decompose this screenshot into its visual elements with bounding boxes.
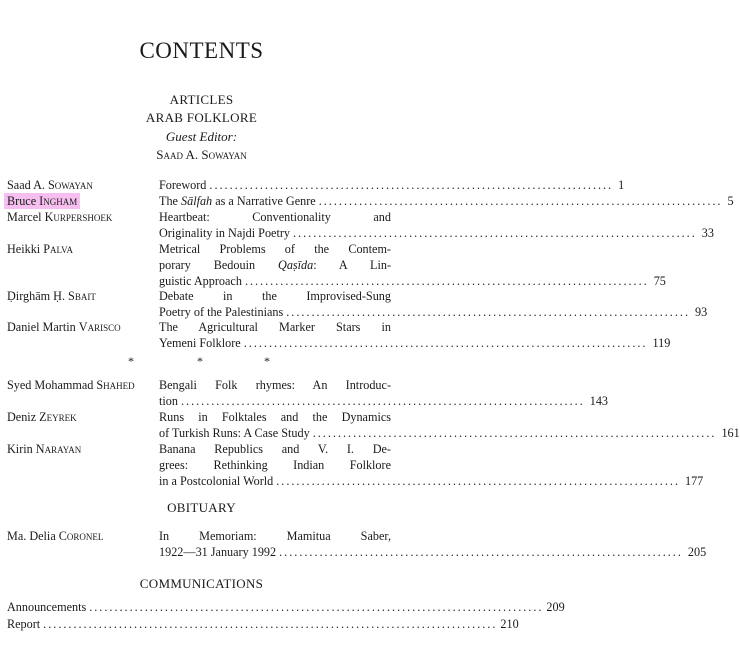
author-name [7, 288, 96, 304]
dot-leader: .......................................................................................... [43, 617, 498, 631]
page-number: 161 [721, 426, 740, 440]
dot-leader: ................................................................................ [243, 336, 648, 350]
author-name [7, 241, 73, 257]
author-surname: Zeyrek [39, 410, 77, 424]
communications-item-label: Announcements [7, 600, 87, 614]
page-title: CONTENTS [139, 38, 264, 63]
article-title-line: The Sālfah as a Narrative Genre [159, 194, 316, 208]
page-number: 177 [684, 474, 704, 488]
article-title [159, 241, 666, 289]
communications-item-label: Report [7, 617, 41, 631]
dot-leader: ................................................................................ [318, 194, 723, 208]
author-name [7, 377, 135, 393]
article-title-line: The Agricultural Marker Stars in [159, 320, 391, 334]
communications-item[interactable] [7, 617, 519, 633]
separator-star: * [264, 354, 270, 368]
page-number: 75 [653, 274, 666, 288]
author-surname: Shahed [96, 378, 135, 392]
dot-leader: ................................................................................ [209, 178, 614, 192]
article-title-line: In Memoriam: Mamitua Saber, [159, 529, 391, 543]
page-number: 33 [701, 226, 714, 240]
article-title [159, 377, 608, 409]
author-name [7, 528, 103, 544]
guest-editor-name: Saad A. Sowayan [156, 147, 247, 162]
author-given-name: Syed Mohammad [7, 378, 97, 392]
author-surname: Coronel [58, 529, 104, 543]
author-surname: Kurpershoek [44, 210, 113, 224]
communications-heading: COMMUNICATIONS [139, 576, 264, 591]
article-title [159, 528, 707, 560]
article-title-line: guistic Approach [159, 274, 242, 288]
author-surname: Narayan [35, 442, 82, 456]
page-number: 1 [618, 178, 625, 192]
article-title [159, 319, 671, 351]
article-title [159, 441, 704, 489]
author-name [7, 441, 81, 457]
author-name [7, 409, 77, 425]
article-title-line: 1922—31 January 1992 [159, 545, 277, 559]
author-given-name: Kirin [7, 442, 36, 456]
author-given-name: Heikki [7, 242, 44, 256]
articles-heading: ARTICLES [169, 92, 234, 107]
author-given-name: Daniel Martin [7, 320, 79, 334]
author-name [7, 209, 112, 225]
author-surname: Sbait [68, 289, 96, 303]
article-title-line: Yemeni Folklore [159, 336, 241, 350]
author-given-name: Bruce [7, 194, 40, 208]
guest-editor-label: Guest Editor: [165, 129, 238, 144]
author-surname: Ingham [39, 194, 78, 208]
article-title-line: Debate in the Improvised-Sung [159, 289, 391, 303]
article-title-line: Originality in Najdi Poetry [159, 226, 290, 240]
article-title-line: Heartbeat: Conventionality and [159, 210, 391, 224]
communications-item[interactable] [7, 600, 565, 616]
author-given-name: Saad A. [7, 178, 48, 192]
page-number: 205 [687, 545, 707, 559]
dot-leader: ................................................................................ [276, 474, 680, 488]
article-title-line: in a Postcolonial World [159, 474, 274, 488]
author-name [7, 319, 121, 335]
obituary-heading: OBITUARY [167, 500, 236, 515]
page-number: 119 [652, 336, 671, 350]
page-number: 5 [727, 194, 734, 208]
author-surname: Palva [43, 242, 74, 256]
dot-leader: ................................................................................ [312, 426, 717, 440]
arab-folklore-heading: ARAB FOLKLORE [145, 110, 258, 125]
article-title-line: porary Bedouin Qaṣīda: A Lin- [159, 258, 391, 272]
article-title-line: Metrical Problems of the Contem- [159, 242, 391, 256]
author-given-name: Ḍirghām Ḥ. [7, 289, 69, 303]
article-title-line: Banana Republics and V. I. De- [159, 442, 391, 456]
page-number: 143 [589, 394, 608, 408]
article-title-line: tion [159, 394, 178, 408]
article-title-line: Runs in Folktales and the Dynamics [159, 410, 391, 424]
article-title [159, 177, 625, 193]
page-number: 209 [546, 600, 565, 614]
dot-leader: ................................................................................ [286, 305, 690, 319]
article-title-line: grees: Rethinking Indian Folklore [159, 458, 391, 472]
dot-leader: ................................................................................ [279, 545, 683, 559]
author-name-highlighted [4, 193, 80, 209]
separator-star: * [128, 354, 134, 368]
author-given-name: Marcel [7, 210, 45, 224]
article-title-line: Poetry of the Palestinians [159, 305, 284, 319]
dot-leader: ................................................................................ [244, 274, 649, 288]
article-title-line: Bengali Folk rhymes: An Introduc- [159, 378, 391, 392]
author-surname: Sowayan [47, 178, 93, 192]
dot-leader: ................................................................................ [180, 394, 585, 408]
author-surname: Varisco [78, 320, 121, 334]
page-number: 93 [694, 305, 708, 319]
page-number: 210 [500, 617, 519, 631]
separator-star: * [197, 354, 203, 368]
author-name [7, 177, 93, 193]
article-title [159, 288, 708, 320]
dot-leader: ................................................................................ [293, 226, 697, 240]
author-given-name: Deniz [7, 410, 40, 424]
article-title [159, 193, 734, 209]
article-title-line: Foreword [159, 178, 207, 192]
author-given-name: Ma. Delia [7, 529, 59, 543]
dot-leader: .......................................................................................... [89, 600, 544, 614]
article-title [159, 409, 740, 441]
article-title [159, 209, 714, 241]
article-title-line: of Turkish Runs: A Case Study [159, 426, 310, 440]
